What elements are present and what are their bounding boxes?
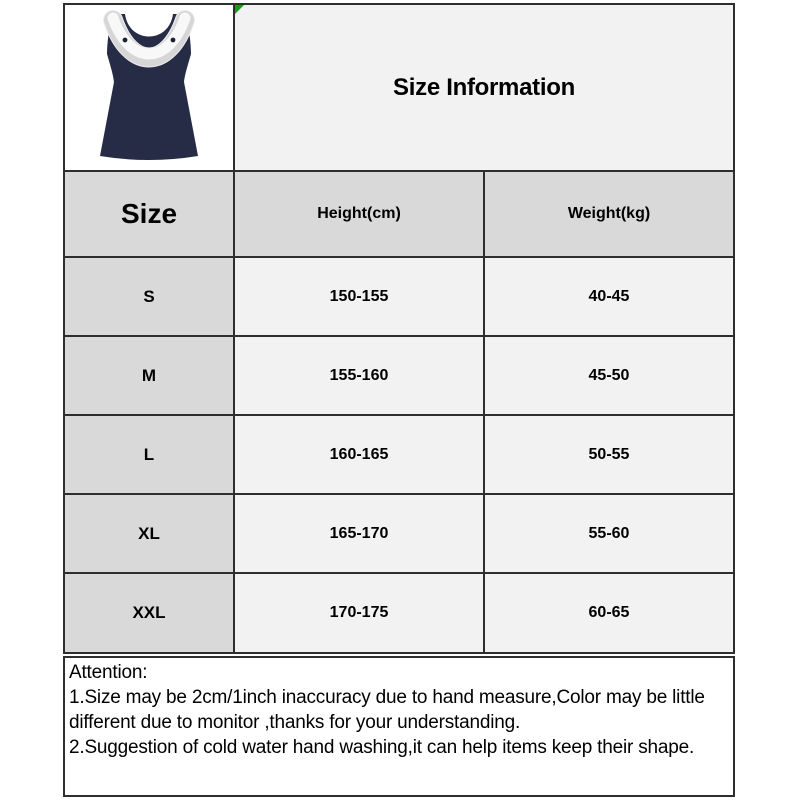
column-header-height: Height(cm) bbox=[235, 172, 485, 258]
row-xl-height-value: 165-170 bbox=[235, 495, 485, 574]
page-title: Size Information bbox=[393, 73, 575, 101]
attention-note-1-cont: different due to monitor ,thanks for your understanding. bbox=[69, 712, 521, 733]
title-cell bbox=[235, 5, 733, 172]
column-header-size: Size bbox=[65, 172, 235, 258]
row-xl-weight-value: 55-60 bbox=[485, 495, 733, 574]
column-header-weight: Weight(kg) bbox=[485, 172, 733, 258]
row-l-height-value: 160-165 bbox=[235, 416, 485, 495]
attention-box bbox=[63, 656, 735, 797]
row-m-height-value: 155-160 bbox=[235, 337, 485, 416]
row-m-size-label: M bbox=[65, 337, 235, 416]
row-xl-size-label: XL bbox=[65, 495, 235, 574]
row-xxl-weight-value: 60-65 bbox=[485, 574, 733, 652]
attention-note-2: 2.Suggestion of cold water hand washing,it can help items keep their shape. bbox=[69, 737, 695, 758]
attention-heading: Attention: bbox=[69, 662, 148, 683]
product-image-cell bbox=[65, 5, 235, 172]
row-s-size-label: S bbox=[65, 258, 235, 337]
attention-note-1: 1.Size may be 2cm/1inch inaccuracy due to hand measure,Color may be little bbox=[69, 687, 705, 708]
lace-bow-left-icon bbox=[123, 37, 128, 42]
row-l-size-label: L bbox=[65, 416, 235, 495]
row-s-weight-value: 40-45 bbox=[485, 258, 733, 337]
row-l-weight-value: 50-55 bbox=[485, 416, 733, 495]
corner-marker-icon bbox=[235, 5, 246, 14]
row-s-height-value: 150-155 bbox=[235, 258, 485, 337]
row-xxl-size-label: XXL bbox=[65, 574, 235, 652]
row-xxl-height-value: 170-175 bbox=[235, 574, 485, 652]
lace-bow-right-icon bbox=[171, 37, 176, 42]
dress-illustration bbox=[92, 10, 206, 166]
row-m-weight-value: 45-50 bbox=[485, 337, 733, 416]
size-table bbox=[63, 3, 735, 654]
